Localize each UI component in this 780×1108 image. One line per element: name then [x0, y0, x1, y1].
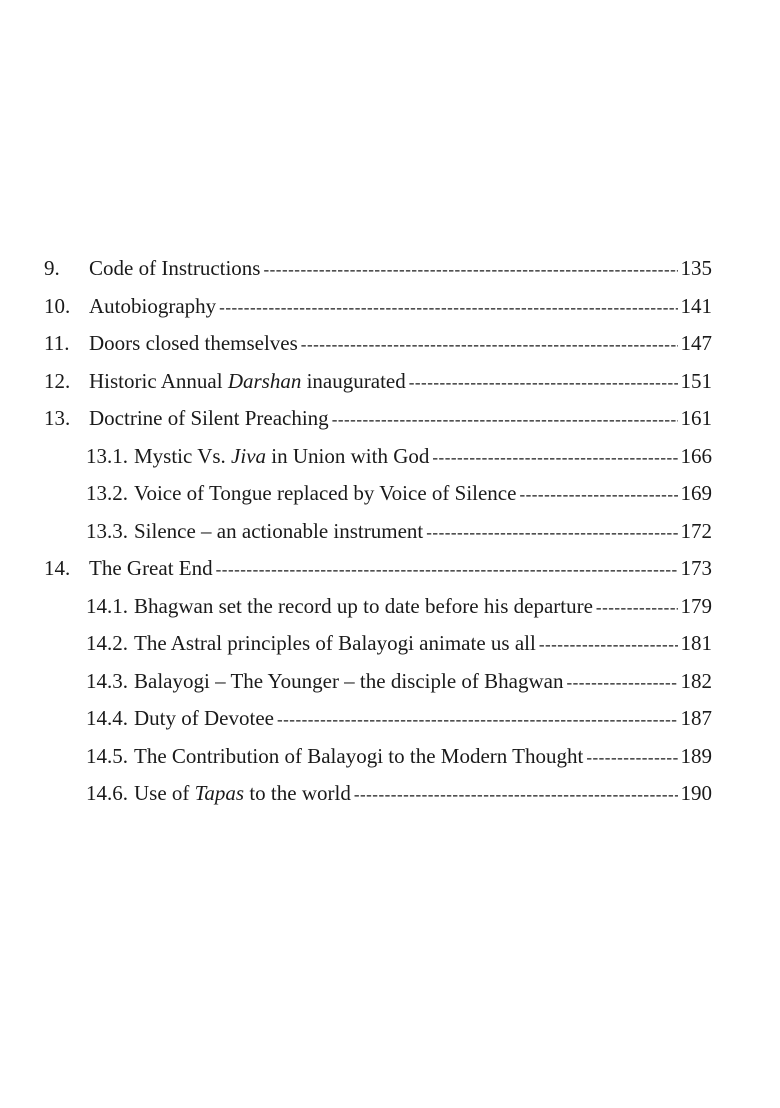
toc-entry-title-text: to the world [244, 781, 351, 805]
toc-entry [0, 363, 780, 401]
toc-entry-line [86, 475, 712, 514]
toc-entry-line [89, 325, 712, 364]
toc-entry [0, 288, 780, 326]
toc-entry-number: 10. [44, 293, 71, 318]
toc-entry-number: 14.3. [86, 668, 128, 693]
toc-entry [0, 438, 780, 476]
toc-entry-page-number: 151 [680, 368, 712, 393]
toc-entry-line [89, 288, 712, 327]
toc-entry-line [89, 550, 712, 589]
toc-entry [0, 700, 780, 738]
toc-entry-page-number: 141 [680, 293, 712, 318]
toc-entry-line [89, 400, 712, 439]
toc-entry-title-text: Voice of Tongue replaced by Voice of Silence [134, 481, 517, 505]
toc-entry-title-text: Duty of Devotee [134, 706, 274, 730]
toc-entry-line [89, 363, 712, 402]
dot-leader [432, 439, 677, 477]
toc-entry-page-number: 166 [680, 443, 712, 468]
toc-entry-title [89, 250, 260, 288]
dot-leader [263, 251, 677, 289]
toc-entry [0, 775, 780, 813]
dot-leader [586, 739, 677, 777]
toc-entry-line [86, 700, 712, 739]
toc-entry-title [89, 550, 213, 588]
toc-entry-number: 12. [44, 368, 71, 393]
dot-leader [539, 626, 678, 664]
toc-entry-page-number: 181 [680, 631, 712, 655]
toc-entry [0, 625, 780, 663]
toc-entry-title [134, 438, 429, 476]
toc-entry-number: 13. [44, 406, 71, 430]
dot-leader [301, 326, 678, 364]
dot-leader [596, 589, 678, 627]
toc-entry-number: 13.2. [86, 481, 128, 505]
toc-entry-title-text: Silence – an actionable instrument [134, 518, 424, 543]
toc-entry-line [86, 738, 712, 777]
toc-entry-line [86, 663, 712, 702]
toc-entry-title-text: Bhagwan set the record up to date before his departure [134, 593, 593, 618]
toc-entry-number: 14.6. [86, 781, 128, 805]
toc-entry [0, 513, 780, 551]
toc-entry-title [134, 625, 536, 663]
toc-entry [0, 400, 780, 438]
toc-entry-page-number: 190 [680, 781, 712, 805]
toc-entry-title-italic: Jiva [231, 443, 267, 468]
toc-entry-title-text: Historic Annual [89, 368, 228, 393]
toc-entry-title [89, 325, 298, 363]
toc-entry-page-number: 172 [680, 518, 712, 543]
toc-entry-number: 9. [44, 256, 60, 280]
toc-entry-number: 14.2. [86, 631, 128, 655]
toc-entry-line [86, 775, 712, 814]
toc-entry-title-italic: Tapas [194, 781, 245, 805]
toc-entry-title-text: inaugurated [301, 368, 406, 393]
table-of-contents [0, 250, 780, 813]
dot-leader [566, 664, 677, 702]
dot-leader [409, 364, 678, 402]
toc-entry [0, 550, 780, 588]
toc-entry [0, 475, 780, 513]
toc-entry-page-number: 169 [680, 481, 712, 505]
toc-entry-page-number: 161 [680, 406, 712, 430]
toc-entry-title [134, 513, 423, 551]
toc-entry [0, 325, 780, 363]
dot-leader [426, 514, 677, 552]
toc-entry [0, 250, 780, 288]
toc-entry-number: 11. [44, 331, 70, 355]
toc-entry-number: 14. [44, 556, 71, 580]
dot-leader [277, 701, 678, 739]
toc-entry-page-number: 135 [680, 256, 712, 280]
toc-entry-number: 13.3. [86, 518, 128, 543]
toc-entry-title [134, 775, 351, 813]
toc-entry-page-number: 173 [680, 556, 712, 580]
toc-entry-title-text: Balayogi – The Younger – the disciple of Bhagwan [134, 668, 564, 693]
toc-entry-title [89, 400, 329, 438]
toc-entry-title [89, 363, 406, 401]
toc-entry [0, 663, 780, 701]
dot-leader [519, 476, 677, 514]
toc-entry [0, 738, 780, 776]
toc-entry-number: 14.4. [86, 706, 128, 730]
toc-entry-title-text: Autobiography [89, 293, 217, 318]
dot-leader [216, 551, 678, 589]
toc-entry-page-number: 187 [680, 706, 712, 730]
toc-entry [0, 588, 780, 626]
toc-entry-title [134, 700, 274, 738]
dot-leader [332, 401, 678, 439]
toc-entry-title-text: Doors closed themselves [89, 331, 298, 355]
toc-entry-title-text: Doctrine of Silent Preaching [89, 406, 329, 430]
toc-entry-title-text: in Union with God [266, 443, 430, 468]
toc-entry-title [134, 663, 563, 701]
toc-entry-title-text: The Great End [89, 556, 213, 580]
toc-entry-title [89, 288, 216, 326]
toc-entry-title [134, 588, 593, 626]
toc-entry-title-text: The Astral principles of Balayogi animate us all [134, 631, 536, 655]
toc-entry-page-number: 179 [680, 593, 712, 618]
toc-entry-title-text: The Contribution of Balayogi to the Modern Thought [134, 743, 584, 768]
toc-entry-line [89, 250, 712, 289]
toc-entry-page-number: 147 [680, 331, 712, 355]
dot-leader [219, 289, 677, 327]
toc-entry-page-number: 182 [680, 668, 712, 693]
toc-entry-line [86, 588, 712, 627]
toc-entry-title-italic: Darshan [227, 368, 302, 393]
toc-entry-number: 13.1. [86, 443, 128, 468]
toc-entry-line [86, 438, 712, 477]
toc-entry-title-text: Mystic Vs. [134, 443, 232, 468]
dot-leader [354, 776, 678, 814]
toc-entry-title-text: Code of Instructions [89, 256, 261, 280]
toc-entry-line [86, 513, 712, 552]
toc-entry-line [86, 625, 712, 664]
toc-entry-page-number: 189 [680, 743, 712, 768]
toc-entry-title [134, 738, 583, 776]
toc-entry-number: 14.5. [86, 743, 128, 768]
toc-entry-title [134, 475, 516, 513]
toc-entry-title-text: Use of [134, 781, 195, 805]
toc-entry-number: 14.1. [86, 593, 128, 618]
